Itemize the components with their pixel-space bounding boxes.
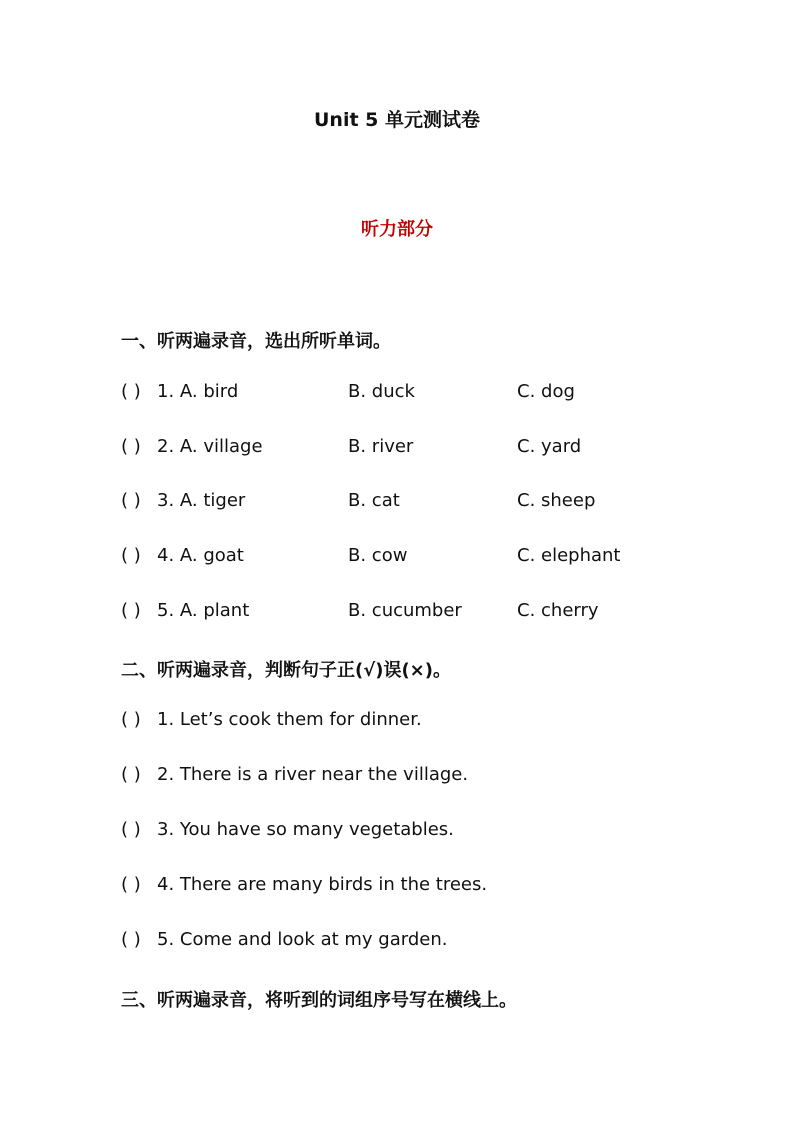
option-a: 4. A. goat <box>157 545 244 566</box>
option-a: 1. A. bird <box>157 381 239 402</box>
answer-blank[interactable]: ( ) <box>121 381 141 402</box>
answer-blank[interactable]: ( ) <box>121 709 141 730</box>
option-a: 2. A. village <box>157 436 263 457</box>
option-b: B. cow <box>348 545 408 566</box>
option-a: 3. A. tiger <box>157 490 246 511</box>
section1-heading: 一、听两遍录音，选出所听单词。 <box>121 331 391 352</box>
option-c: C. yard <box>517 436 582 457</box>
option-a: 5. A. plant <box>157 600 250 621</box>
answer-blank[interactable]: ( ) <box>121 819 141 840</box>
page-title: Unit 5 单元测试卷 <box>314 109 480 131</box>
option-c: C. cherry <box>517 600 599 621</box>
option-c: C. elephant <box>517 545 621 566</box>
option-b: B. cucumber <box>348 600 462 621</box>
option-c: C. dog <box>517 381 575 402</box>
option-c: C. sheep <box>517 490 596 511</box>
option-b: B. duck <box>348 381 415 402</box>
sentence-text: 1. Let’s cook them for dinner. <box>157 709 422 730</box>
answer-blank[interactable]: ( ) <box>121 436 141 457</box>
option-b: B. river <box>348 436 414 457</box>
sentence-text: 2. There is a river near the village. <box>157 764 469 785</box>
section3-heading: 三、听两遍录音，将听到的词组序号写在横线上。 <box>121 990 517 1011</box>
section-subtitle: 听力部分 <box>361 219 433 240</box>
sentence-text: 4. There are many birds in the trees. <box>157 874 488 895</box>
answer-blank[interactable]: ( ) <box>121 929 141 950</box>
answer-blank[interactable]: ( ) <box>121 545 141 566</box>
answer-blank[interactable]: ( ) <box>121 764 141 785</box>
answer-blank[interactable]: ( ) <box>121 874 141 895</box>
sentence-text: 3. You have so many vegetables. <box>157 819 454 840</box>
section2-heading: 二、听两遍录音，判断句子正(√)误(×)。 <box>121 660 451 681</box>
option-b: B. cat <box>348 490 400 511</box>
answer-blank[interactable]: ( ) <box>121 600 141 621</box>
answer-blank[interactable]: ( ) <box>121 490 141 511</box>
sentence-text: 5. Come and look at my garden. <box>157 929 448 950</box>
